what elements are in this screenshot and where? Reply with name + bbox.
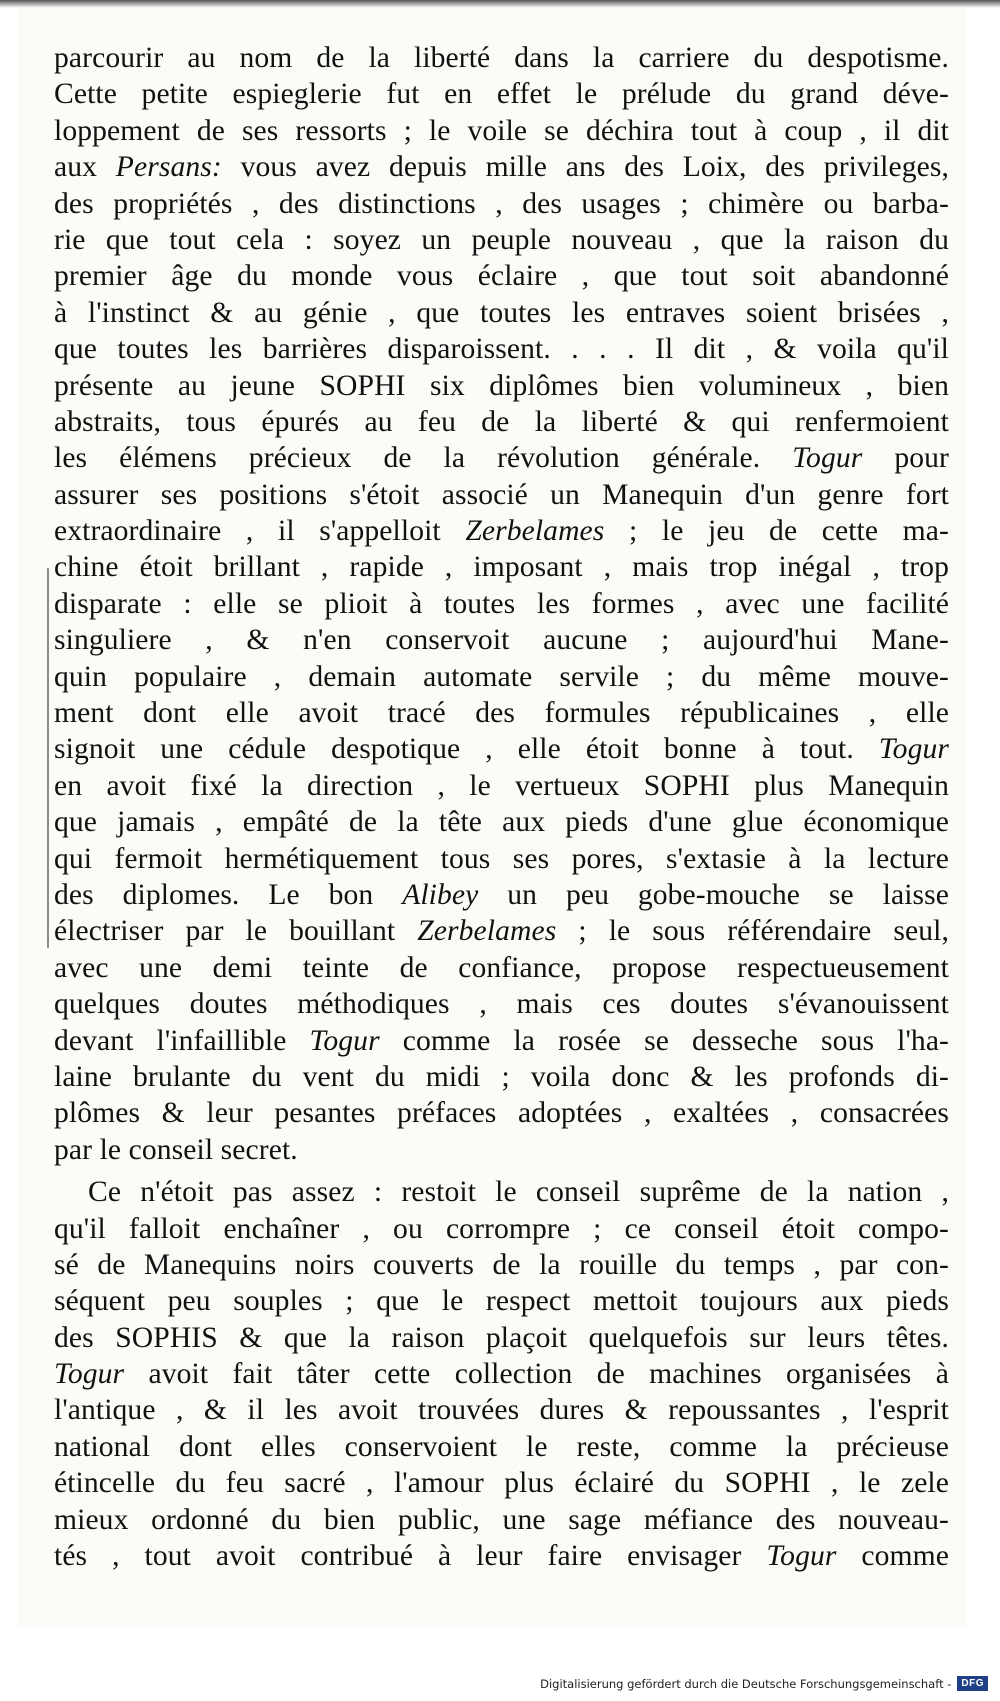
- text-line: [54, 1429, 949, 1465]
- text-run: quin populaire , demain automate servile ; du même mouve-: [54, 660, 949, 693]
- text-run: comme: [836, 1540, 949, 1573]
- text-run: national dont elles conservoient le reste, comme la précieuse: [54, 1430, 949, 1463]
- text-line: [54, 404, 949, 440]
- text-run: chine étoit brillant , rapide , imposant , mais trop inégal , trop: [54, 551, 949, 584]
- text-line: [54, 149, 949, 185]
- text-line: [54, 440, 949, 476]
- italic-name: Persans:: [115, 151, 222, 184]
- italic-name: Zerbelames: [465, 515, 605, 548]
- text-line: [54, 513, 949, 549]
- text-run: extraordinaire , il s'appelloit: [54, 515, 466, 548]
- text-run: premier âge du monde vous éclaire , que tout soit abandonné: [54, 260, 949, 293]
- digitization-credit: [540, 1676, 988, 1691]
- text-run: que jamais , empâté de la tête aux pieds d'une glue économique: [54, 806, 949, 839]
- text-run: l'antique , & il les avoit trouvées dures & repoussantes , l'esprit: [54, 1394, 949, 1427]
- text-line: [54, 1132, 949, 1168]
- text-line: [54, 1538, 949, 1574]
- text-line: [54, 986, 949, 1022]
- italic-name: Togur: [878, 733, 949, 766]
- text-line: [54, 1465, 949, 1501]
- text-line: [54, 1392, 949, 1428]
- text-run: loppement de ses ressorts ; le voile se déchira tout à coup , il dit: [54, 114, 949, 147]
- text-run: sé de Manequins noirs couverts de la rouille du temps , par con-: [54, 1248, 949, 1281]
- text-line: [54, 295, 949, 331]
- text-line: [54, 1320, 949, 1356]
- text-line: [54, 841, 949, 877]
- text-run: assurer ses positions s'étoit associé un Manequin d'un genre fort: [54, 478, 949, 511]
- text-line: [54, 659, 949, 695]
- text-run: un peu gobe-mouche se laisse: [478, 878, 949, 911]
- text-run: électriser par le bouillant: [54, 915, 418, 948]
- text-line: [54, 331, 949, 367]
- text-run: comme la rosée se desseche sous l'ha-: [379, 1024, 949, 1057]
- text-line: [54, 1023, 949, 1059]
- text-line: [54, 622, 949, 658]
- text-run: par le conseil secret.: [54, 1133, 298, 1166]
- text-run: disparate : elle se plioit à toutes les formes , avec une facilité: [54, 587, 949, 620]
- italic-name: Togur: [766, 1540, 837, 1573]
- scan-top-edge: [0, 0, 1000, 8]
- text-line: [54, 768, 949, 804]
- text-line: [54, 258, 949, 294]
- text-run: avoit fait tâter cette collection de machines organisées à: [124, 1358, 949, 1391]
- text-line: [54, 1247, 949, 1283]
- text-run: ment dont elle avoit tracé des formules républicaines , elle: [54, 697, 949, 730]
- text-run: devant l'infaillible: [54, 1024, 310, 1057]
- scanned-page: [18, 8, 966, 1628]
- text-line: [54, 549, 949, 585]
- italic-name: Togur: [309, 1024, 380, 1057]
- text-line: [54, 950, 949, 986]
- text-run: aux: [54, 151, 116, 184]
- text-run: tés , tout avoit contribué à leur faire envisager: [54, 1540, 767, 1573]
- text-run: pour: [862, 442, 949, 475]
- text-run: rie que tout cela : soyez un peuple nouveau , que la raison du: [54, 223, 949, 256]
- text-run: avec une demi teinte de confiance, propose respectueusement: [54, 951, 949, 984]
- text-run: ; le sous référendaire seul,: [556, 915, 949, 948]
- text-line: [54, 222, 949, 258]
- text-line: [54, 731, 949, 767]
- text-line: [54, 804, 949, 840]
- text-run: séquent peu souples ; que le respect mettoit toujours aux pieds: [54, 1285, 949, 1318]
- text-line: [54, 368, 949, 404]
- text-run: qui fermoit hermétiquement tous ses pores, s'extasie à la lecture: [54, 842, 949, 875]
- text-line: [54, 186, 949, 222]
- italic-name: Togur: [54, 1358, 125, 1391]
- text-run: parcourir au nom de la liberté dans la carriere du despotisme.: [54, 42, 949, 74]
- text-line: [54, 1502, 949, 1538]
- italic-name: Alibey: [402, 878, 479, 911]
- dfg-logo-icon: DFG: [957, 1676, 988, 1691]
- text-line: [54, 586, 949, 622]
- text-run: vous avez depuis mille ans des Loix, des privileges,: [221, 151, 949, 184]
- text-run: étincelle du feu sacré , l'amour plus éclairé du SOPHI , le zele: [54, 1467, 949, 1500]
- text-run: qu'il falloit enchaîner , ou corrompre ; ce conseil étoit compo-: [54, 1212, 949, 1245]
- text-run: quelques doutes méthodiques , mais ces doutes s'évanouissent: [54, 988, 949, 1021]
- text-run: abstraits, tous épurés au feu de la liberté & qui renfermoient: [54, 405, 949, 438]
- text-line: [54, 1059, 949, 1095]
- text-run: signoit une cédule despotique , elle étoit bonne à tout.: [54, 733, 879, 766]
- text-run: singuliere , & n'en conservoit aucune ; aujourd'hui Mane-: [54, 624, 949, 657]
- text-run: Cette petite espieglerie fut en effet le prélude du grand déve-: [54, 78, 949, 111]
- text-line: [54, 1095, 949, 1131]
- text-line: [54, 1283, 949, 1319]
- text-run: en avoit fixé la direction , le vertueux SOPHI plus Manequin: [54, 769, 949, 802]
- text-line: [54, 40, 949, 76]
- text-run: présente au jeune SOPHI six diplômes bien volumineux , bien: [54, 369, 949, 402]
- text-line: [54, 1356, 949, 1392]
- text-run: des propriétés , des distinctions , des usages ; chimère ou barba-: [54, 187, 949, 220]
- text-run: laine brulante du vent du midi ; voila donc & les profonds di-: [54, 1060, 949, 1093]
- text-run: des diplomes. Le bon: [54, 878, 403, 911]
- footer-text: Digitalisierung gefördert durch die Deutsche Forschungsgemeinschaft -: [540, 1676, 952, 1691]
- text-line: [54, 695, 949, 731]
- text-run: à l'instinct & au génie , que toutes les entraves soient brisées ,: [54, 296, 949, 329]
- text-run: mieux ordonné du bien public, une sage méfiance des nouveau-: [54, 1503, 949, 1536]
- text-run: que toutes les barrières disparoissent. . . . Il dit , & voila qu'il: [54, 333, 949, 366]
- text-line: [54, 1211, 949, 1247]
- text-line: [54, 877, 949, 913]
- text-line: [54, 913, 949, 949]
- text-run: les élémens précieux de la révolution générale.: [54, 442, 793, 475]
- italic-name: Togur: [792, 442, 863, 475]
- text-line: [54, 477, 949, 513]
- body-text: [54, 40, 949, 1574]
- text-line: [54, 1174, 949, 1210]
- italic-name: Zerbelames: [417, 915, 557, 948]
- text-run: ; le jeu de cette ma-: [604, 515, 949, 548]
- text-run: plômes & leur pesantes préfaces adoptées , exaltées , consacrées: [54, 1097, 949, 1130]
- text-run: des SOPHIS & que la raison plaçoit quelquefois sur leurs têtes.: [54, 1321, 949, 1354]
- margin-rule: [47, 568, 49, 948]
- text-line: [54, 76, 949, 112]
- text-line: [54, 113, 949, 149]
- text-run: Ce n'étoit pas assez : restoit le conseil suprême de la nation ,: [88, 1176, 949, 1209]
